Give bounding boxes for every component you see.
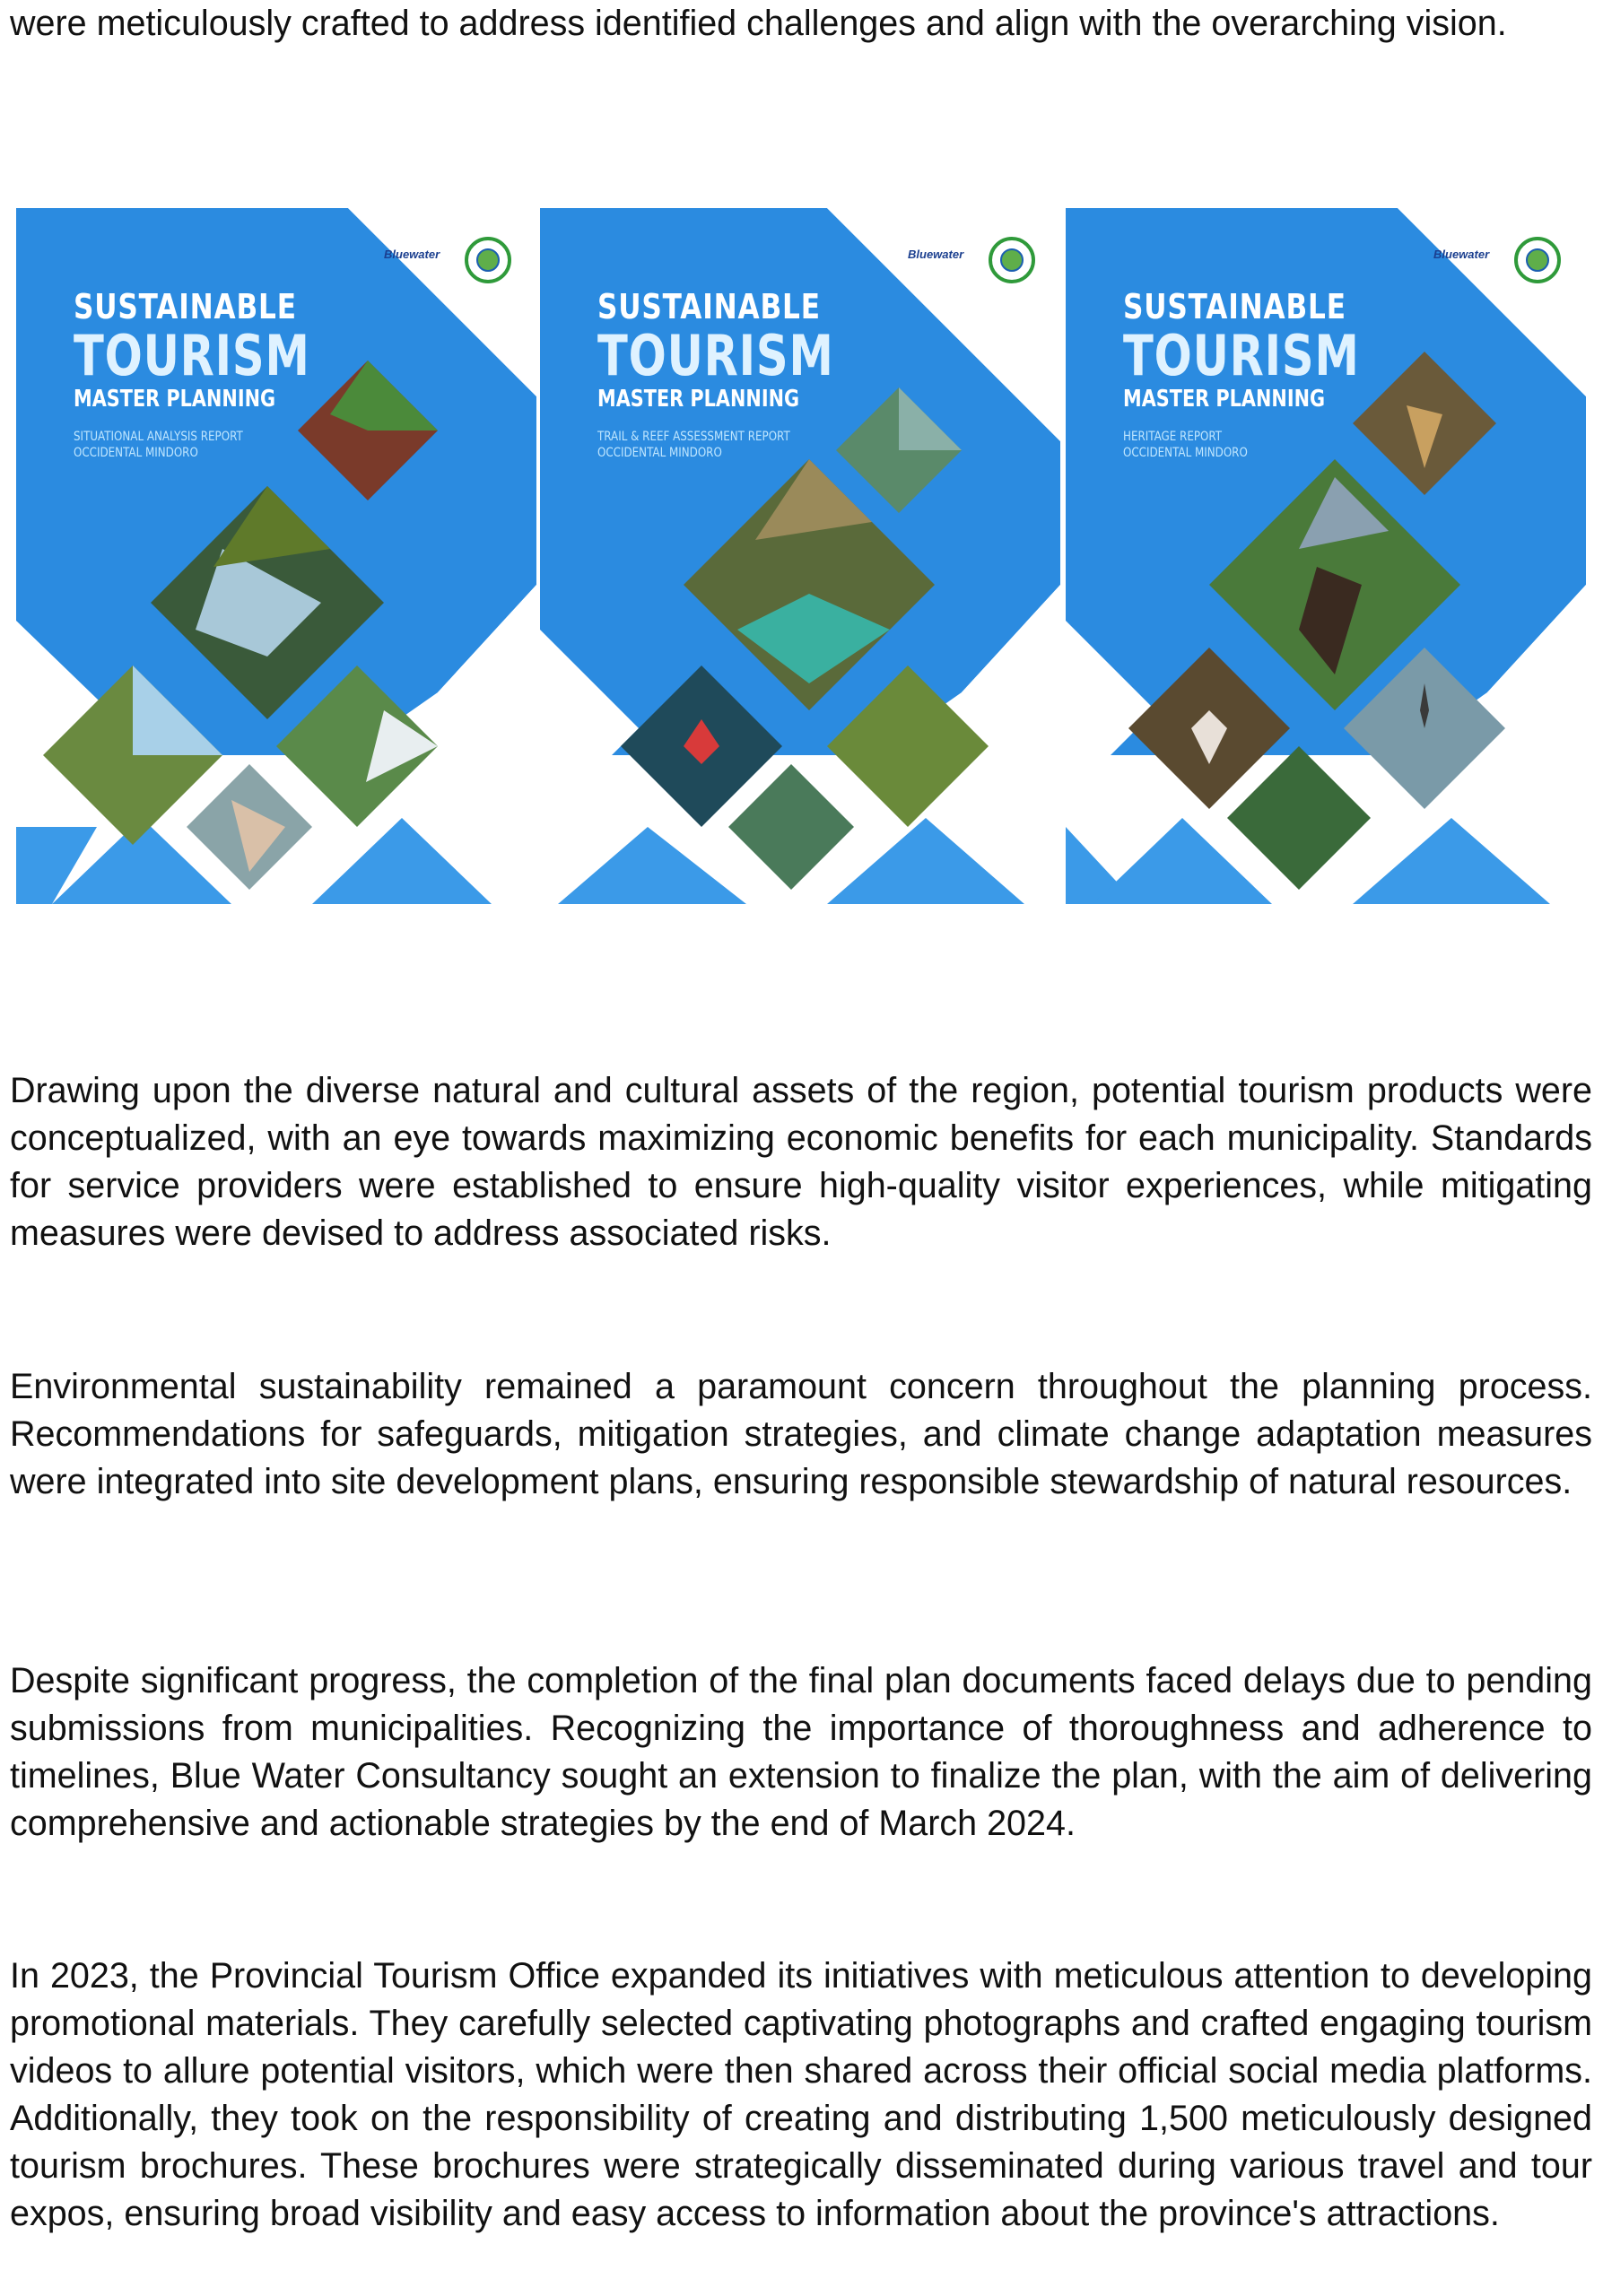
cover-title-line1: SUSTAINABLE [1123,287,1346,326]
cover-report-name: SITUATIONAL ANALYSIS REPORT [74,430,243,444]
cover-location: OCCIDENTAL MINDORO [1123,446,1248,460]
provincial-seal-icon [465,237,511,283]
cover-title-line1: SUSTAINABLE [74,287,297,326]
cover-location: OCCIDENTAL MINDORO [74,446,198,460]
paragraph-plan-completion-delays: Despite significant progress, the completion of the final plan documents faced delays due to pending submissions from municipalities. Recognizing the importance of thoroughness and adherence to timelines, Blue Water Consultancy sought an extension to finalize the plan, with the aim of delivering comprehensive and actionable strategies by the end of March 2024. [10,1661,1592,1843]
bluewater-logo: Bluewater [384,248,440,261]
bluewater-logo: Bluewater [1433,248,1490,261]
cover-report-name: HERITAGE REPORT [1123,430,1223,444]
paragraph-tourism-products: Drawing upon the diverse natural and cultural assets of the region, potential tourism products were conceptualized, with an eye towards maximizing economic benefits for each municipality. Standards for service providers were established to ensure high-quality visitor experiences, while mitigating measures were devised to address associated risks. [10,1071,1592,1253]
cover-location: OCCIDENTAL MINDORO [597,446,722,460]
bluewater-logo: Bluewater [908,248,964,261]
paragraph-environmental-sustainability: Environmental sustainability remained a paramount concern throughout the planning process. Recommendations for safeguards, mitigation strategies, and climate change adaptation measures were integrated into site development plans, ensuring responsible stewardship of natural resources. [10,1367,1592,1501]
cover-report-name: TRAIL & REEF ASSESSMENT REPORT [597,430,790,444]
cover-title-line3: MASTER PLANNING [1123,386,1326,413]
provincial-seal-icon [1514,237,1561,283]
report-cover-heritage [1066,208,1586,904]
cover-subtitle [74,429,243,461]
cover-title-line1: SUSTAINABLE [597,287,821,326]
cover-title-line3: MASTER PLANNING [597,386,800,413]
provincial-seal-icon [989,237,1035,283]
cover-title-line2: TOURISM [597,323,834,388]
report-cover-situational-analysis [16,208,536,904]
cover-title-line3: MASTER PLANNING [74,386,276,413]
cover-title-line2: TOURISM [74,323,310,388]
cover-title-line2: TOURISM [1123,323,1360,388]
cover-subtitle [597,429,790,461]
paragraph-promotional-materials: In 2023, the Provincial Tourism Office expanded its initiatives with meticulous attention to developing promotional materials. They carefully selected captivating photographs and crafted engaging tourism videos to allure potential visitors, which were then shared across their official social media platforms. Additionally, they took on the responsibility of creating and distributing 1,500 meticulously designed tourism brochures. These brochures were strategically disseminated during various travel and tour expos, ensuring broad visibility and easy access to information about the province's attractions. [10,1956,1592,2233]
cover-subtitle [1123,429,1248,461]
report-cover-trail-reef-assessment [540,208,1060,904]
paragraph-intro: were meticulously crafted to address identified challenges and align with the overarching vision. [10,4,1507,43]
